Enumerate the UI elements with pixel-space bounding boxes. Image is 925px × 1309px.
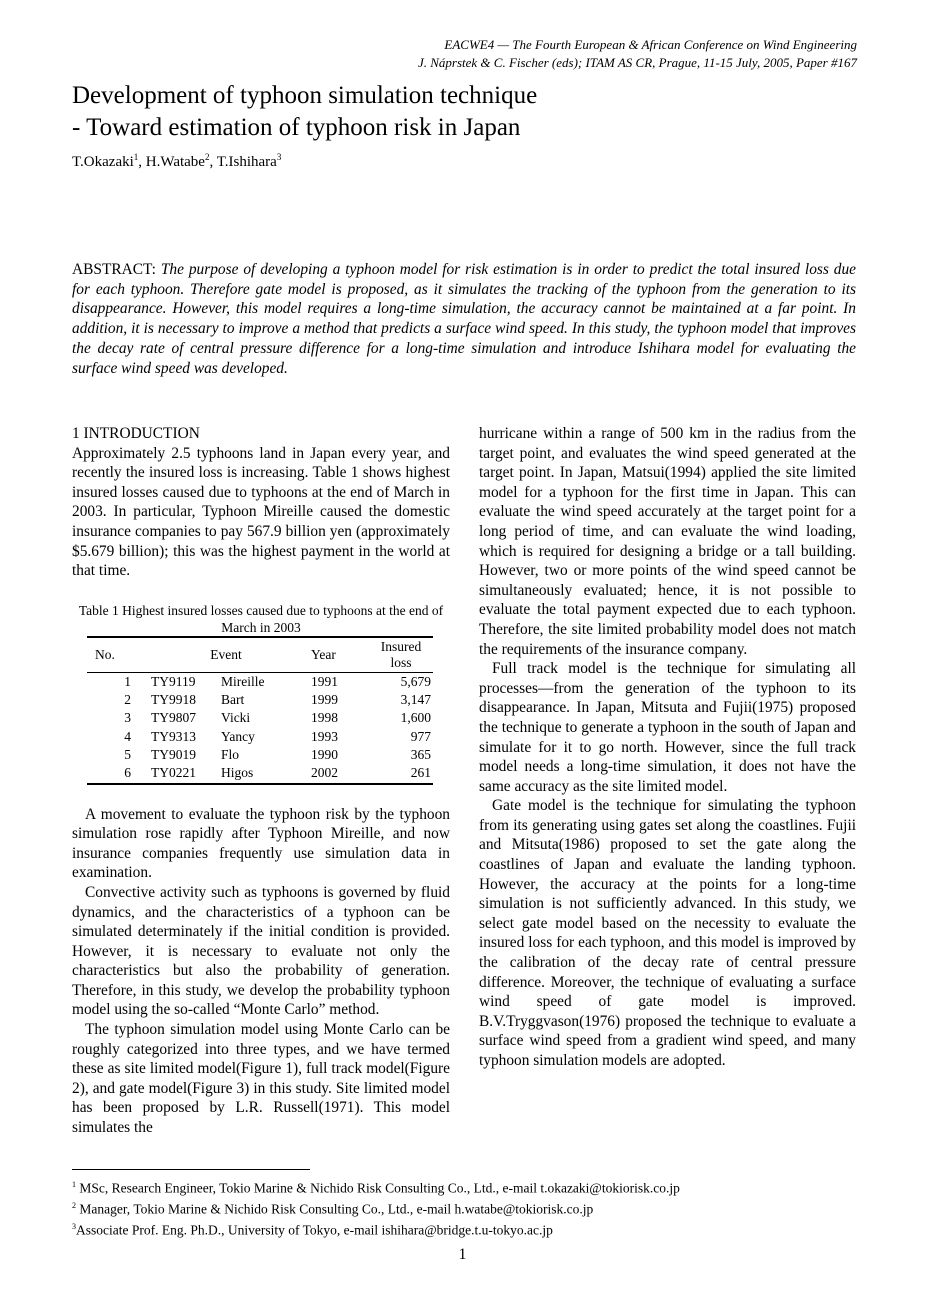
footnote-text: Associate Prof. Eng. Ph.D., University of Tokyo, e-mail ishihara@bridge.t.u-tokyo.ac.jp — [76, 1222, 553, 1238]
conference-header — [418, 36, 857, 72]
cell-event-name: Bart — [221, 692, 245, 708]
cell-insured-loss: 977 — [410, 728, 431, 744]
author-affiliation-mark: 3 — [276, 152, 282, 162]
cell-no: 6 — [87, 764, 141, 783]
author-name: T.Okazaki — [72, 154, 134, 170]
table-row — [87, 746, 433, 764]
author-affiliation-mark: 1 — [133, 152, 139, 162]
cell-event-name: Yancy — [221, 728, 255, 744]
cell-no: 1 — [124, 673, 131, 689]
col-header-no: No. — [87, 637, 141, 673]
cell-year: 1991 — [311, 673, 338, 689]
cell-event-code: TY9918 — [151, 692, 196, 708]
paragraph: Gate model is the technique for simulating the typhoon from its generating using gates set along the coastlines. Fujii and Mitsuta(1986) proposed to set the gate along the coastlines of Japan and evaluate the landing typhoon. However, the accuracy at the points for a long-time simulation is not sufficiently advanced. In this study, we select gate model based on the necessity to evaluate the insured loss for each typhoon, and this model is improved by the calibration of the decay rate of central pressure difference. Moreover, the technique of evaluating a surface wind speed of gate model is improved. B.V.Tryggvason(1976) proposed the technique to evaluate a surface wind speed from a gradient wind speed, and many typhoon simulation models are adopted. — [479, 797, 856, 1069]
header-line-1: EACWE4 — The Fourth European & African Conference on Wind Engineering — [444, 37, 857, 52]
footnote-text: Manager, Tokio Marine & Nichido Risk Consulting Co., Ltd., e-mail h.watabe@tokiorisk.co.jp — [76, 1201, 594, 1217]
cell-no: 4 — [124, 728, 131, 744]
abstract-text: The purpose of developing a typhoon model for risk estimation is in order to predict the total insured loss due for each typhoon. Therefore gate model is proposed, as it simulates the tracking of the typhoon from the generation to its disappearance. However, this model requires a long-time simulation, the accuracy cannot be maintained at a far point. In addition, it is necessary to improve a method that predicts a surface wind speed. In this study, the typhoon model that improves the decay rate of central pressure difference for a long-time simulation and introduce Ishihara model for evaluating the surface wind speed was developed. — [72, 261, 856, 377]
table-row — [87, 728, 433, 746]
insured-loss-table — [87, 636, 433, 785]
table-header-row — [87, 637, 433, 673]
footnote-mark: 2 — [72, 1201, 76, 1210]
title-line-2: - Toward estimation of typhoon risk in Japan — [72, 114, 521, 141]
table-row — [87, 709, 433, 727]
author-name: H.Watabe — [145, 154, 205, 170]
cell-insured-loss: 261 — [371, 764, 433, 783]
col-header-insured-loss: Insured loss — [371, 637, 433, 673]
col-header-event: Event — [141, 637, 311, 673]
paper-title — [72, 80, 537, 144]
paragraph: A movement to evaluate the typhoon risk by the typhoon simulation rose rapidly after Typhoon Mireille, and now insurance companies frequently use simulation data in examination. — [72, 805, 450, 882]
abstract — [72, 260, 856, 378]
footnote — [72, 1176, 680, 1197]
footnote-text: MSc, Research Engineer, Tokio Marine & Nichido Risk Consulting Co., Ltd., e-mail t.okazaki@tokiorisk.co.jp — [76, 1180, 680, 1196]
cell-year: 1998 — [311, 710, 338, 726]
cell-year: 2002 — [311, 764, 371, 783]
cell-event-name: Mireille — [221, 673, 265, 689]
table-row — [87, 764, 433, 783]
cell-insured-loss: 5,679 — [400, 673, 431, 689]
cell-year: 1990 — [311, 746, 338, 762]
paragraph: Approximately 2.5 typhoons land in Japan every year, and recently the insured loss is increasing. Table 1 shows highest insured losses caused due to typhoons at the end of March in 2003. In particular, Typhoon Mireille caused the domestic insurance companies to pay 567.9 billion yen (approximately $5.679 billion); this was the highest payment in the world at that time. — [72, 444, 450, 580]
cell-no: 5 — [124, 746, 131, 762]
cell-year: 1993 — [311, 728, 338, 744]
cell-event-name: Vicki — [221, 710, 251, 726]
footnote-mark: 1 — [72, 1180, 76, 1189]
paragraph: hurricane within a range of 500 km in the radius from the target point, and evaluates the wind speed generated at the target point. In Japan, Matsui(1994) applied the site limited model for a typhoon for the first time in Japan. This can evaluate the wind speed accurately at the target point for a long period of time, and can evaluate the wind loading, which is required for designing a bridge or a tall building. However, two or more points of the wind speed cannot be simultaneously evaluated; hence, it is not possible to evaluate the total payment expected due to each typhoon. Therefore, the site limited probability model does not match the requirements of the insurance company. — [479, 425, 856, 658]
cell-event-code: TY9807 — [151, 710, 196, 726]
paragraph: The typhoon simulation model using Monte Carlo can be roughly categorized into three types, and we have termed these as site limited model(Figure 1), full track model(Figure 2), and gate model(Figure 3) in this study. Site limited model has been proposed by L.R. Russell(1971). This model simulates the — [72, 1021, 450, 1137]
cell-year: 1999 — [311, 692, 338, 708]
cell-insured-loss: 365 — [410, 746, 431, 762]
footnote — [72, 1197, 680, 1218]
right-column — [479, 424, 856, 1071]
header-line-2: J. Náprstek & C. Fischer (eds); ITAM AS CR, Prague, 11-15 July, 2005, Paper #167 — [417, 55, 857, 70]
left-column — [72, 424, 450, 1138]
cell-no: 2 — [124, 692, 131, 708]
cell-insured-loss: 1,600 — [400, 710, 431, 726]
cell-event-code: TY9119 — [151, 673, 196, 689]
cell-event-code: TY0221 — [141, 764, 221, 783]
cell-event-name: Flo — [221, 746, 240, 762]
col-header-year: Year — [311, 637, 371, 673]
page-number: 1 — [458, 1246, 467, 1263]
abstract-label: ABSTRACT: — [72, 261, 156, 278]
table-row — [87, 672, 433, 691]
table-row — [87, 691, 433, 709]
cell-no: 3 — [124, 710, 131, 726]
paragraph: Convective activity such as typhoons is governed by fluid dynamics, and the characteristics of a typhoon can be simulated determinately if the initial condition is provided. However, it is necessary to evaluate not only the characteristics but also the probability of generation. Therefore, in this study, we develop the probability typhoon model using the so-called “Monte Carlo” method. — [72, 883, 450, 1019]
title-line-1: Development of typhoon simulation technique — [72, 82, 538, 109]
cell-event-code: TY9313 — [151, 728, 196, 744]
footnote-mark: 3 — [72, 1222, 76, 1231]
author-affiliation-mark: 2 — [204, 152, 210, 162]
footnote-divider — [72, 1169, 310, 1170]
footnotes — [72, 1176, 680, 1239]
cell-insured-loss: 3,147 — [400, 692, 431, 708]
footnote — [72, 1218, 680, 1239]
paragraph: Full track model is the technique for simulating all processes—from the generation of the typhoon to its disappearance. In Japan, Mitsuta and Fujii(1975) proposed the technique to generate a typhoon in the south of Japan and simulate for it to go north. However, since the full track model needs a long-time simulation, it does not have the same accuracy as the site limited model. — [479, 660, 856, 795]
cell-event-name: Higos — [221, 764, 311, 783]
author-list: T.Okazaki$^1$, H.Watabe$^2$, T.Ishihara$^3$ — [72, 152, 282, 170]
section-heading: 1 INTRODUCTION — [72, 425, 200, 442]
cell-event-code: TY9019 — [151, 746, 196, 762]
table-caption: Table 1 Highest insured losses caused due to typhoons at the end of March in 2003 — [78, 602, 444, 635]
author-name: T.Ishihara — [216, 154, 277, 170]
